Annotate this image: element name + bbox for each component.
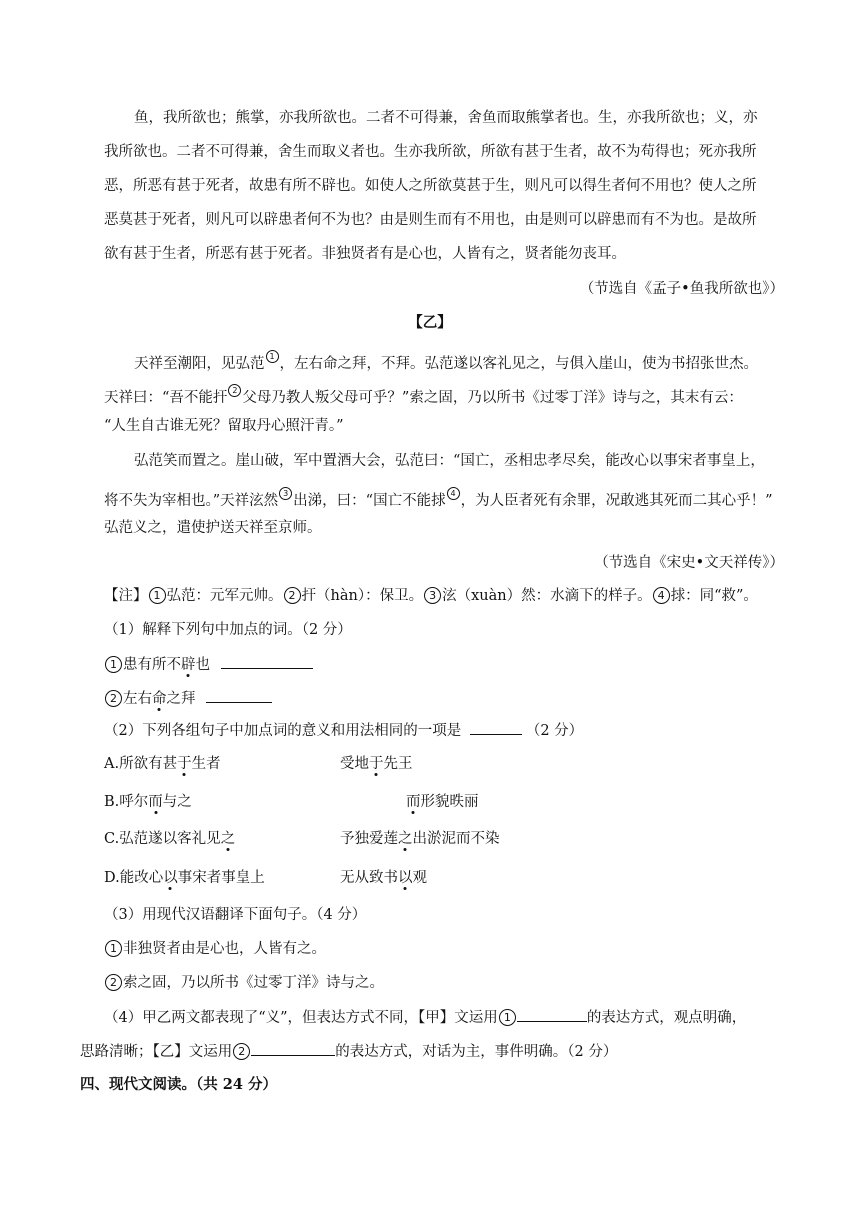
text: D.能改心 [104,870,164,886]
text: 观 [412,870,427,886]
emphasis-dot-word: 之 [398,831,413,847]
jia-line-2: 我所欲也。二者不可得兼，舍生而取义者也。生亦我所欲，所欲有甚于生者，故不为苟得也；死亦我所 [104,144,757,160]
q4-b: 的表达方式，观点明确， [586,1010,747,1026]
note-num-2: 2 [284,587,301,604]
q3-sentence-2-text: 索之固，乃以所书《过零丁洋》诗与之。 [123,975,384,991]
text: 事宋者事皇上 [177,870,265,886]
jia-line-3: 恶，所恶有甚于死者，故患有所不辟也。如使人之所欲莫甚于生，则凡可以得生者何不用也？使人之所 [104,178,757,194]
note-label: 【注】 [104,588,148,604]
q2-option-c-2 [340,829,500,849]
note-text-1: 弘范：元军元帅。 [166,588,283,604]
note-text-2: 扞（hàn）：保卫。 [301,588,424,604]
yi-line-5-a: 将不失为宰相也。”天祥泫然 [104,492,279,509]
yi-line-2-a: 天祥曰：“吾不能扞 [104,389,228,406]
text: 先王 [383,756,413,772]
text: 无从致书 [340,870,398,886]
q2-option-d-2 [340,868,427,888]
emphasis-dot-word: 以 [398,870,413,886]
q3-sentence-1 [104,939,326,959]
note-ref-4: 4 [447,487,460,500]
text: 生者 [191,756,221,772]
answer-blank[interactable] [470,720,522,735]
q4-c: 思路清晰；【乙】文运用 [80,1044,233,1060]
emphasis-dot-word: 于 [177,756,192,772]
note-num-3: 3 [424,587,441,604]
note-ref-1: 1 [266,350,279,363]
yi-line-1-b: ，左右命之拜，不拜。弘范遂以客礼见之，与俱入崖山，使为书招张世杰。 [279,355,758,372]
note-num-4: 4 [653,587,670,604]
emphasis-dot-word: 而 [406,794,421,810]
q1-item-1 [104,654,313,675]
q2-option-c-1 [104,829,235,849]
yi-line-5-b: 出涕，曰：“国亡不能捄 [293,492,446,509]
text: C.弘范遂以客礼见 [104,831,221,847]
q2-option-b-2 [406,792,479,812]
emphasis-dot-word: 于 [369,756,384,772]
q3-stem: （3）用现代汉语翻译下面句子。（4 分） [104,907,367,923]
q4-blank-num-2: 2 [233,1043,250,1060]
emphasis-dot-word: 辟 [181,657,196,673]
emphasis-dot-word: 命 [152,691,167,707]
answer-blank[interactable] [206,688,272,703]
yi-line-2 [104,382,743,408]
q2-stem-a: （2）下列各组句子中加点词的意义和用法相同的一项是 [104,723,462,739]
yi-line-3: “人生自古谁无死？留取丹心照汗青。” [104,418,344,434]
q4-blank-num-1: 1 [499,1009,516,1026]
jia-line-1: 鱼，我所欲也；熊掌，亦我所欲也。二者不可得兼，舍鱼而取熊掌者也。生，亦我所欲也；义，亦 [134,110,758,126]
yi-line-6: 弘范义之，遣使护送天祥至京师。 [104,520,322,536]
q1-item-1-b: 也 [195,657,210,673]
q2-option-a-1 [104,754,221,774]
note-text-4: 捄：同“救”。 [670,588,758,604]
q2-stem [104,720,583,741]
q1-item-2 [104,688,272,709]
answer-blank[interactable] [251,1041,335,1056]
notes [104,586,758,606]
text: A.所欲有甚 [104,756,178,772]
yi-line-4: 弘范笑而置之。崖山破，军中置酒大会，弘范曰：“国亡，丞相忠孝尽矣，能改心以事宋者事皇上， [134,453,765,469]
q1-item-2-b: 之拜 [166,691,196,707]
note-ref-3: 3 [279,487,292,500]
q2-option-b-1 [104,792,192,812]
q1-item-1-num: 1 [105,656,122,673]
text: 出淤泥而不染 [412,831,500,847]
q2-option-a-2 [340,754,413,774]
emphasis-dot-word: 而 [148,794,163,810]
yi-line-1-a: 天祥至潮阳，见弘范 [134,355,265,372]
text: B.呼尔 [104,794,149,810]
q4-line-1 [104,1007,746,1028]
note-ref-2: 2 [228,384,241,397]
section-heading: 四、现代文阅读。（共 24 分） [80,1076,278,1093]
q3-sentence-1-text: 非独贤者由是心也，人皆有之。 [123,941,326,957]
q4-a: （4）甲乙两文都表现了“义”，但表达方式不同，【甲】文运用 [104,1010,498,1026]
q2-stem-b: （2 分） [525,723,584,739]
yi-line-1 [134,348,758,374]
jia-line-5: 欲有甚于生者，所恶有甚于死者。非独贤者有是心也，人皆有之，贤者能勿丧耳。 [104,246,626,262]
answer-blank[interactable] [517,1007,587,1022]
q4-line-2 [80,1041,617,1062]
emphasis-dot-word: 之 [220,831,236,847]
q4-d: 的表达方式，对话为主，事件明确。（2 分） [335,1044,618,1060]
text: 受地 [340,756,369,772]
jia-line-4: 恶莫甚于死者，则凡可以辟患者何不为也？由是则生而有不用也，由是则可以辟患而有不为也。是故所 [104,212,757,228]
q1-item-2-a: 左右 [123,691,152,707]
text: 形貌昳丽 [420,794,479,810]
q3-sentence-1-num: 1 [105,940,122,957]
yi-line-5 [104,485,773,511]
note-text-3: 泫（xuàn）然：水滴下的样子。 [442,588,652,604]
q1-item-2-num: 2 [105,690,122,707]
q1-item-1-a: 患有所不 [123,657,181,673]
yi-title: 【乙】 [408,314,452,331]
q3-sentence-2-num: 2 [105,974,122,991]
text: 与之 [162,794,192,810]
answer-blank[interactable] [221,654,313,669]
yi-line-2-b: 父母乃教人叛父母可乎？”索之固，乃以所书《过零丁洋》诗与之，其末有云： [242,389,743,406]
yi-source: （节选自《宋史•文天祥传》） [594,555,784,571]
jia-source: （节选自《孟子•鱼我所欲也》） [579,281,784,297]
q1-stem: （1）解释下列句中加点的词。（2 分） [104,622,352,638]
q3-sentence-2 [104,973,384,993]
note-num-1: 1 [149,587,166,604]
yi-line-5-c: ，为人臣者死有余罪，况敢逃其死而二其心乎！” [460,492,773,509]
emphasis-dot-word: 以 [163,870,178,886]
q2-option-d-1 [104,868,265,888]
text: 予独爱莲 [340,831,398,847]
